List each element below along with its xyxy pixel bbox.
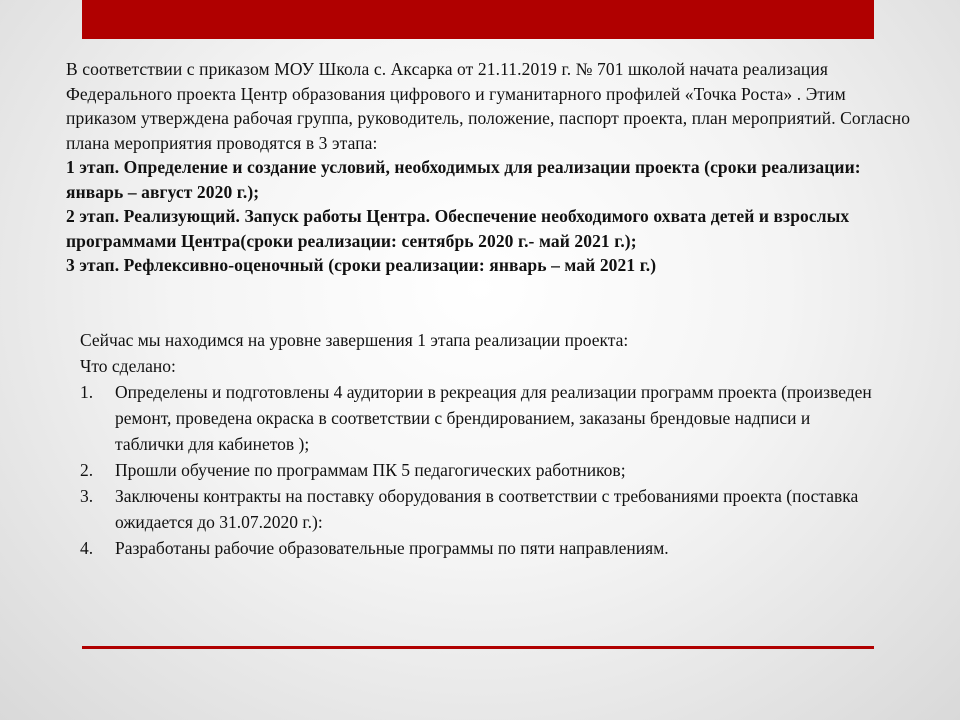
list-item: [80, 457, 880, 483]
list-item-number: 4.: [80, 538, 94, 558]
list-item: [80, 535, 880, 561]
stage-3: 3 этап. Рефлексивно-оценочный (сроки реализации: январь – май 2021 г.): [66, 255, 657, 275]
done-label: Что сделано:: [80, 356, 176, 376]
list-item: [80, 379, 880, 457]
status-section: [80, 327, 880, 561]
intro-section: [66, 57, 918, 278]
stage-1: 1 этап. Определение и создание условий, необходимых для реализации проекта (сроки реализации: январь – август 2020 г.);: [66, 157, 861, 202]
list-item: [80, 483, 880, 535]
intro-paragraph: В соответствии с приказом МОУ Школа с. Аксарка от 21.11.2019 г. № 701 школой начата реализация Федерального проекта Центр образования цифрового и гуманитарного профилей «Точка Роста» . Этим приказом утверждена рабочая группа, руководитель, положение, паспорт проекта, план мероприятий. Согласно плана мероприятия проводятся в 3 этапа:: [66, 59, 911, 153]
list-item-text: Разработаны рабочие образовательные программы по пяти направлениям.: [115, 538, 669, 558]
done-list: [80, 379, 880, 561]
status-heading: Сейчас мы находимся на уровне завершения 1 этапа реализации проекта:: [80, 330, 629, 350]
top-accent-bar: [82, 0, 874, 39]
list-item-number: 2.: [80, 460, 94, 480]
list-item-text: Прошли обучение по программам ПК 5 педагогических работников;: [115, 460, 626, 480]
bottom-divider-line: [82, 646, 874, 649]
list-item-text: Определены и подготовлены 4 аудитории в рекреация для реализации программ проекта (произведен ремонт, проведена окраска в соответствии с брендированием, заказаны брендовые надписи и таблички для кабинетов );: [115, 382, 872, 454]
stage-2: 2 этап. Реализующий. Запуск работы Центра. Обеспечение необходимого охвата детей и взрослых программами Центра(сроки реализации: сентябрь 2020 г.- май 2021 г.);: [66, 206, 850, 251]
list-item-number: 3.: [80, 486, 94, 506]
list-item-text: Заключены контракты на поставку оборудования в соответствии с требованиями проекта (поставка ожидается до 31.07.2020 г.):: [115, 486, 859, 532]
list-item-number: 1.: [80, 382, 94, 402]
